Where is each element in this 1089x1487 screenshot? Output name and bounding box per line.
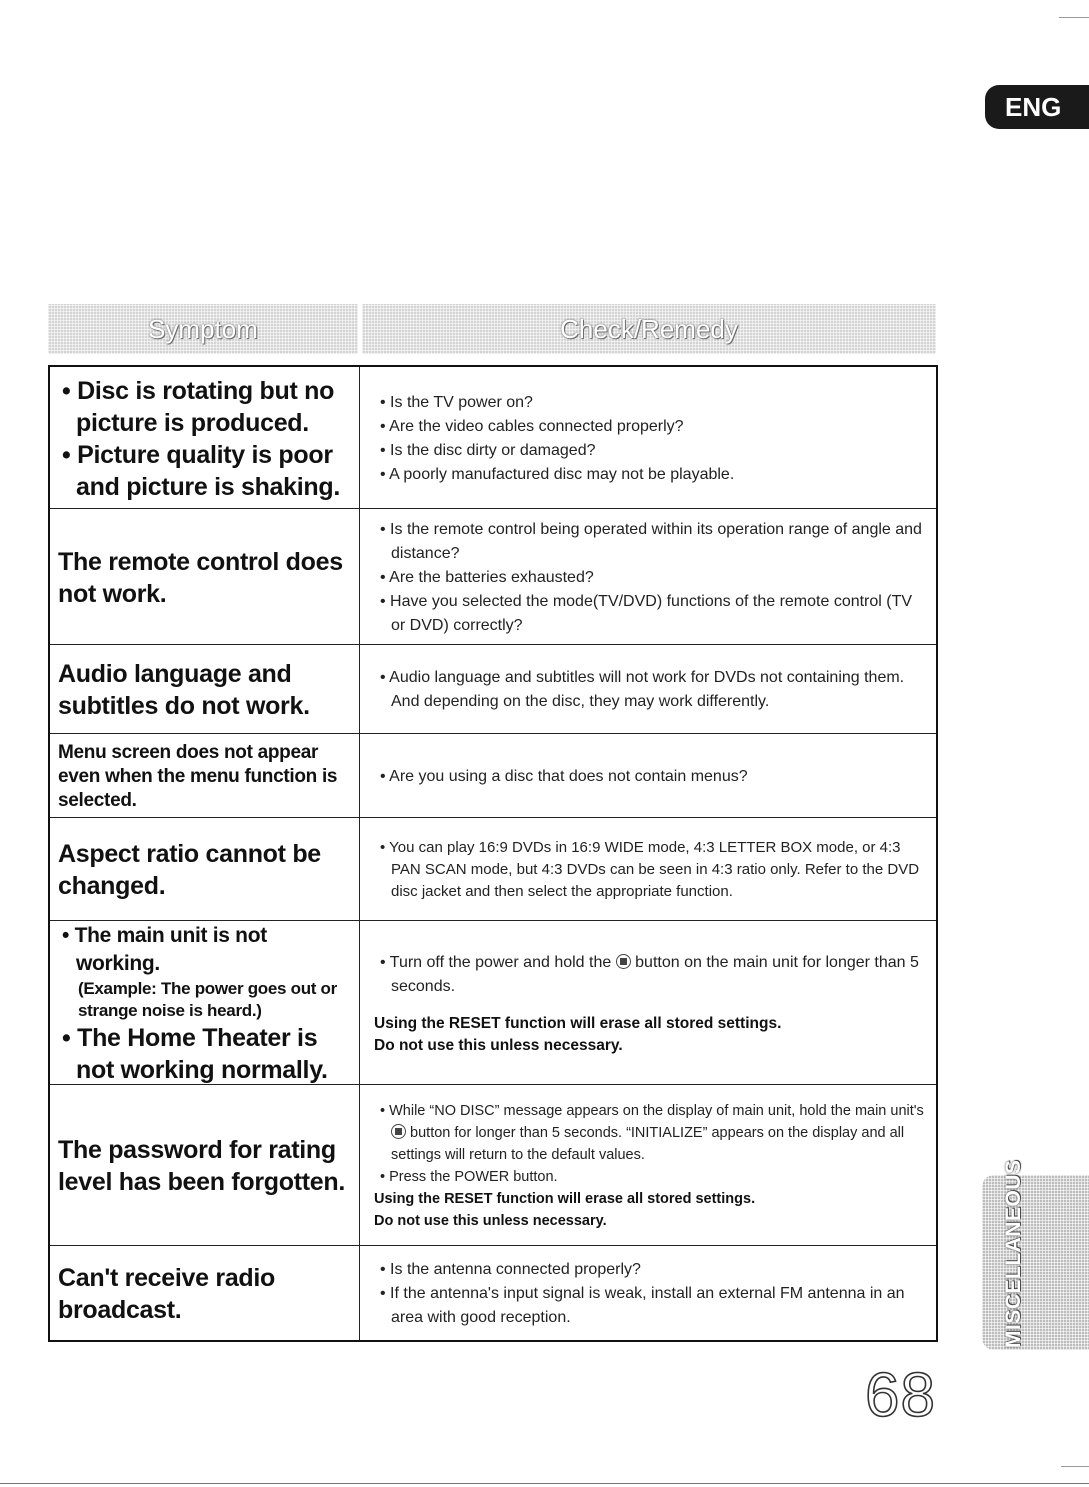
symptom-example: (Example: The power goes out or strange noise is heard.) bbox=[78, 978, 337, 1020]
symptom-cell bbox=[50, 509, 360, 644]
remedy-text: • If the antenna's input signal is weak, install an external FM antenna in an area with good reception. bbox=[374, 1282, 926, 1330]
table-row bbox=[50, 509, 936, 645]
section-tab-label: MISCELLANEOUS bbox=[1002, 1159, 1025, 1348]
symptom-cell bbox=[50, 921, 360, 1084]
page-number: 68 bbox=[865, 1361, 936, 1430]
table-row bbox=[50, 734, 936, 818]
remedy-cell bbox=[360, 921, 936, 1084]
warning-text: Using the RESET function will erase all stored settings. bbox=[374, 1191, 756, 1207]
symptom-text: Can't receive radio broadcast. bbox=[58, 1264, 276, 1324]
remedy-cell bbox=[360, 509, 936, 644]
symptom-text: • The main unit is not working. bbox=[58, 922, 349, 978]
table-row bbox=[50, 367, 936, 509]
warning-text: Using the RESET function will erase all stored settings. bbox=[374, 1014, 782, 1032]
top-rule bbox=[1059, 17, 1089, 18]
symptom-cell bbox=[50, 367, 360, 508]
symptom-text: • Picture quality is poor and picture is shaking. bbox=[58, 439, 349, 503]
bottom-rule bbox=[0, 1483, 1089, 1484]
symptom-cell bbox=[50, 734, 360, 817]
troubleshooting-table bbox=[48, 365, 938, 1342]
symptom-cell bbox=[50, 818, 360, 920]
remedy-text: • Audio language and subtitles will not work for DVDs not containing them. And depending on the disc, they may work differently. bbox=[374, 666, 926, 714]
bottom-tick bbox=[1061, 1466, 1089, 1467]
remedy-text: • Is the TV power on? bbox=[374, 391, 926, 415]
remedy-text-part: Turn off the power and hold the bbox=[389, 953, 612, 971]
remedy-cell bbox=[360, 818, 936, 920]
remedy-text: • Are you using a disc that does not contain menus? bbox=[374, 765, 926, 789]
symptom-text: • Disc is rotating but no picture is produced. bbox=[58, 375, 349, 439]
table-row bbox=[50, 921, 936, 1085]
remedy-header: Check/Remedy bbox=[362, 304, 936, 354]
symptom-cell bbox=[50, 1085, 360, 1245]
table-row bbox=[50, 818, 936, 921]
symptom-cell bbox=[50, 645, 360, 733]
symptom-text: Audio language and subtitles do not work. bbox=[58, 660, 310, 720]
table-row bbox=[50, 1246, 936, 1340]
remedy-text: • Is the remote control being operated within its operation range of angle and distance? bbox=[374, 518, 926, 566]
remedy-text-part: button on the main unit for longer than 5 seconds. bbox=[391, 953, 919, 995]
remedy-text-part: While “NO DISC” message appears on the display of main unit, hold the main unit's bbox=[389, 1103, 924, 1119]
remedy-text: • Press the POWER button. bbox=[374, 1166, 926, 1188]
language-tab: ENG bbox=[985, 85, 1089, 129]
remedy-text bbox=[374, 1100, 926, 1166]
remedy-cell bbox=[360, 1085, 936, 1245]
remedy-text: • A poorly manufactured disc may not be playable. bbox=[374, 463, 926, 487]
remedy-text: • You can play 16:9 DVDs in 16:9 WIDE mode, 4:3 LETTER BOX mode, or 4:3 PAN SCAN mode, but 4:3 DVDs can be seen in 4:3 ratio only. Refer to the DVD disc jacket and then select the appropriate function. bbox=[374, 837, 926, 903]
remedy-text-part: button for longer than 5 seconds. “INITIALIZE” appears on the display and all settings will return to the default values. bbox=[391, 1125, 905, 1163]
warning-text: Do not use this unless necessary. bbox=[374, 1213, 607, 1229]
table-row bbox=[50, 1085, 936, 1246]
remedy-text: • Have you selected the mode(TV/DVD) functions of the remote control (TV or DVD) correctly? bbox=[374, 590, 926, 638]
symptom-text: Aspect ratio cannot be changed. bbox=[58, 840, 321, 900]
symptom-header: Symptom bbox=[48, 304, 358, 354]
remedy-cell bbox=[360, 645, 936, 733]
symptom-text: Menu screen does not appear even when the menu function is selected. bbox=[58, 741, 338, 811]
remedy-text: • Are the batteries exhausted? bbox=[374, 566, 926, 590]
remedy-text: • Are the video cables connected properly? bbox=[374, 415, 926, 439]
remedy-text bbox=[374, 951, 926, 999]
symptom-text: • The Home Theater is not working normally. bbox=[58, 1022, 349, 1086]
remedy-text: • Is the disc dirty or damaged? bbox=[374, 439, 926, 463]
symptom-text: The password for rating level has been forgotten. bbox=[58, 1136, 346, 1196]
symptom-text: The remote control does not work. bbox=[58, 547, 343, 608]
warning-text: Do not use this unless necessary. bbox=[374, 1036, 623, 1054]
stop-button-icon bbox=[391, 1124, 406, 1139]
table-row bbox=[50, 645, 936, 734]
remedy-cell bbox=[360, 367, 936, 508]
stop-button-icon bbox=[616, 954, 631, 969]
remedy-cell bbox=[360, 734, 936, 817]
remedy-cell bbox=[360, 1246, 936, 1340]
symptom-cell bbox=[50, 1246, 360, 1340]
remedy-text: • Is the antenna connected properly? bbox=[374, 1258, 926, 1282]
